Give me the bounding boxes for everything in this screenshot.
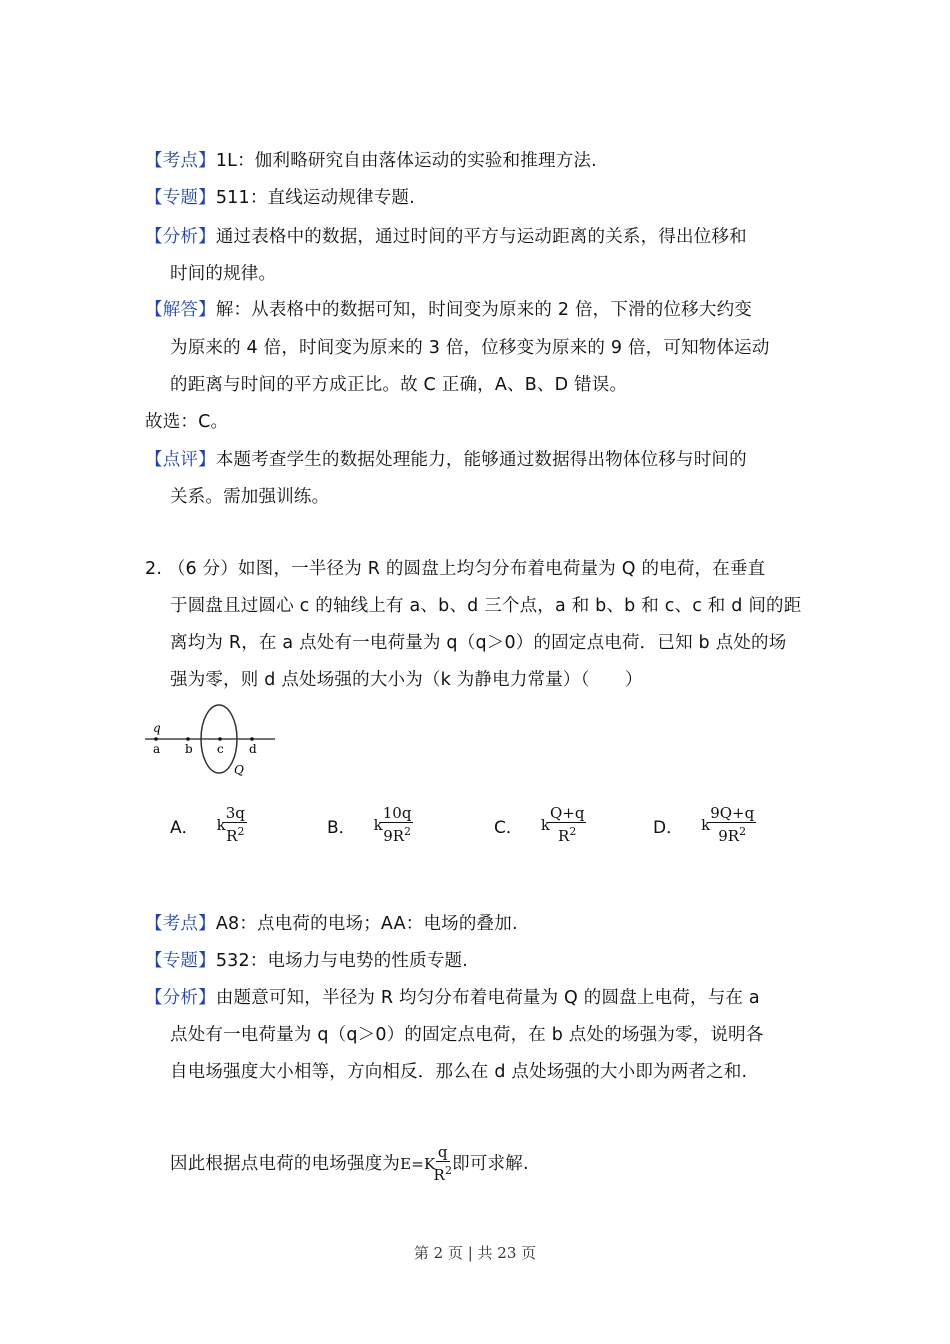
fenxi-line: 自电场强度大小相等，方向相反．那么在 d 点处场强的大小即为两者之和.	[170, 1062, 748, 1082]
conclusion-text: 因此根据点电荷的电场强度为	[170, 1154, 401, 1174]
zhuanti-text: 511：直线运动规律专题.	[215, 188, 415, 208]
fraction	[381, 805, 414, 845]
fenxi-line: 由题意可知，半径为 R 均匀分布着电荷量为 Q 的圆盘上电荷，与在 a	[215, 988, 760, 1008]
k-constant: k	[540, 816, 550, 834]
jieda-tag: 【解答】	[145, 300, 216, 320]
den-base: R	[558, 827, 570, 845]
disk-charge-diagram	[145, 703, 280, 782]
dianping-line: 关系。需加强训练。	[170, 487, 330, 507]
k-constant: k	[701, 816, 711, 834]
formula-prefix: E=K	[400, 1155, 436, 1173]
kaodian-tag: 【考点】	[145, 151, 216, 171]
section1-zhuanti	[145, 187, 415, 209]
fenxi-line: 通过表格中的数据，通过时间的平方与运动距离的关系，得出位移和	[215, 227, 747, 247]
kaodian-tag: 【考点】	[145, 914, 216, 934]
exponent: 2	[237, 825, 245, 838]
option-d[interactable]	[653, 805, 756, 845]
denominator	[558, 823, 576, 845]
kaodian-text: A8：点电荷的电场；AA：电场的叠加.	[215, 914, 518, 934]
fraction	[708, 805, 756, 845]
exponent: 2	[404, 825, 412, 838]
zhuanti-text: 532：电场力与电势的性质专题.	[215, 951, 468, 971]
fraction	[224, 805, 247, 845]
section1-kaodian	[145, 150, 597, 172]
option-c[interactable]	[494, 805, 586, 845]
zhuanti-tag: 【专题】	[145, 951, 216, 971]
numerator: 3q	[225, 804, 245, 822]
option-label: A．	[170, 817, 199, 838]
numerator: q	[437, 1143, 448, 1161]
fraction	[433, 1144, 452, 1184]
conclusion-line	[170, 1144, 529, 1184]
question-line: 于圆盘且过圆心 c 的轴线上有 a、b、d 三个点，a 和 b、b 和 c、c 和 d 间的距	[170, 596, 802, 616]
svg-text:a: a	[153, 742, 161, 756]
k-constant: k	[216, 816, 226, 834]
option-b[interactable]	[327, 805, 413, 845]
jieda-line: 为原来的 4 倍，时间变为原来的 3 倍，位移变为原来的 9 倍，可知物体运动	[170, 338, 770, 358]
section2-zhuanti	[145, 950, 468, 972]
page-footer: 第 2 页 | 共 23 页	[413, 1244, 537, 1262]
fenxi-line: 时间的规律。	[170, 264, 277, 284]
section2-kaodian	[145, 913, 518, 935]
conclusion-text: 即可求解.	[452, 1154, 529, 1174]
fenxi-tag: 【分析】	[145, 227, 216, 247]
denominator	[718, 823, 746, 845]
exponent: 2	[569, 825, 577, 838]
den-base: 9R	[718, 827, 740, 845]
den-base: R	[226, 827, 238, 845]
option-label: D．	[653, 817, 684, 838]
svg-text:q: q	[153, 721, 161, 735]
fenxi-line: 点处有一电荷量为 q（q＞0）的固定点电荷，在 b 点处的场强为零，说明各	[170, 1025, 764, 1045]
exponent: 2	[444, 1164, 453, 1177]
denominator	[226, 823, 244, 845]
section2-fenxi	[145, 987, 760, 1009]
k-constant: k	[373, 816, 383, 834]
den-base: R	[433, 1166, 445, 1184]
section1-jieda	[145, 299, 752, 321]
svg-text:d: d	[249, 742, 257, 756]
denominator	[383, 823, 411, 845]
option-label: B．	[327, 817, 356, 838]
section1-dianping	[145, 449, 747, 471]
svg-text:c: c	[217, 742, 224, 756]
kaodian-text: 1L：伽利略研究自由落体运动的实验和推理方法.	[215, 151, 597, 171]
denominator	[433, 1162, 452, 1184]
zhuanti-tag: 【专题】	[145, 188, 216, 208]
option-a[interactable]	[170, 805, 247, 845]
question-line: 离均为 R，在 a 点处有一电荷量为 q（q＞0）的固定点电荷．已知 b 点处的场	[170, 633, 787, 653]
jieda-line: 解：从表格中的数据可知，时间变为原来的 2 倍，下滑的位移大约变	[215, 300, 752, 320]
dianping-line: 本题考查学生的数据处理能力，能够通过数据得出物体位移与时间的	[215, 450, 747, 470]
numerator: Q+q	[549, 804, 585, 822]
numerator: 9Q+q	[710, 804, 755, 822]
question-line: 强为零，则 d 点处场强的大小为（k 为静电力常量）（ ）	[170, 670, 643, 690]
svg-text:Q: Q	[234, 763, 244, 777]
svg-text:b: b	[185, 742, 193, 756]
fraction	[548, 805, 586, 845]
option-label: C．	[494, 817, 523, 838]
answer-choice: 故选：C。	[145, 412, 229, 432]
numerator: 10q	[382, 804, 412, 822]
question-line: 2. （6 分）如图，一半径为 R 的圆盘上均匀分布着电荷量为 Q 的电荷，在垂直	[145, 559, 766, 579]
fenxi-tag: 【分析】	[145, 988, 216, 1008]
jieda-line: 的距离与时间的平方成正比。故 C 正确，A、B、D 错误。	[170, 375, 628, 395]
exponent: 2	[739, 825, 747, 838]
section1-fenxi	[145, 226, 747, 248]
den-base: 9R	[383, 827, 405, 845]
dianping-tag: 【点评】	[145, 450, 216, 470]
